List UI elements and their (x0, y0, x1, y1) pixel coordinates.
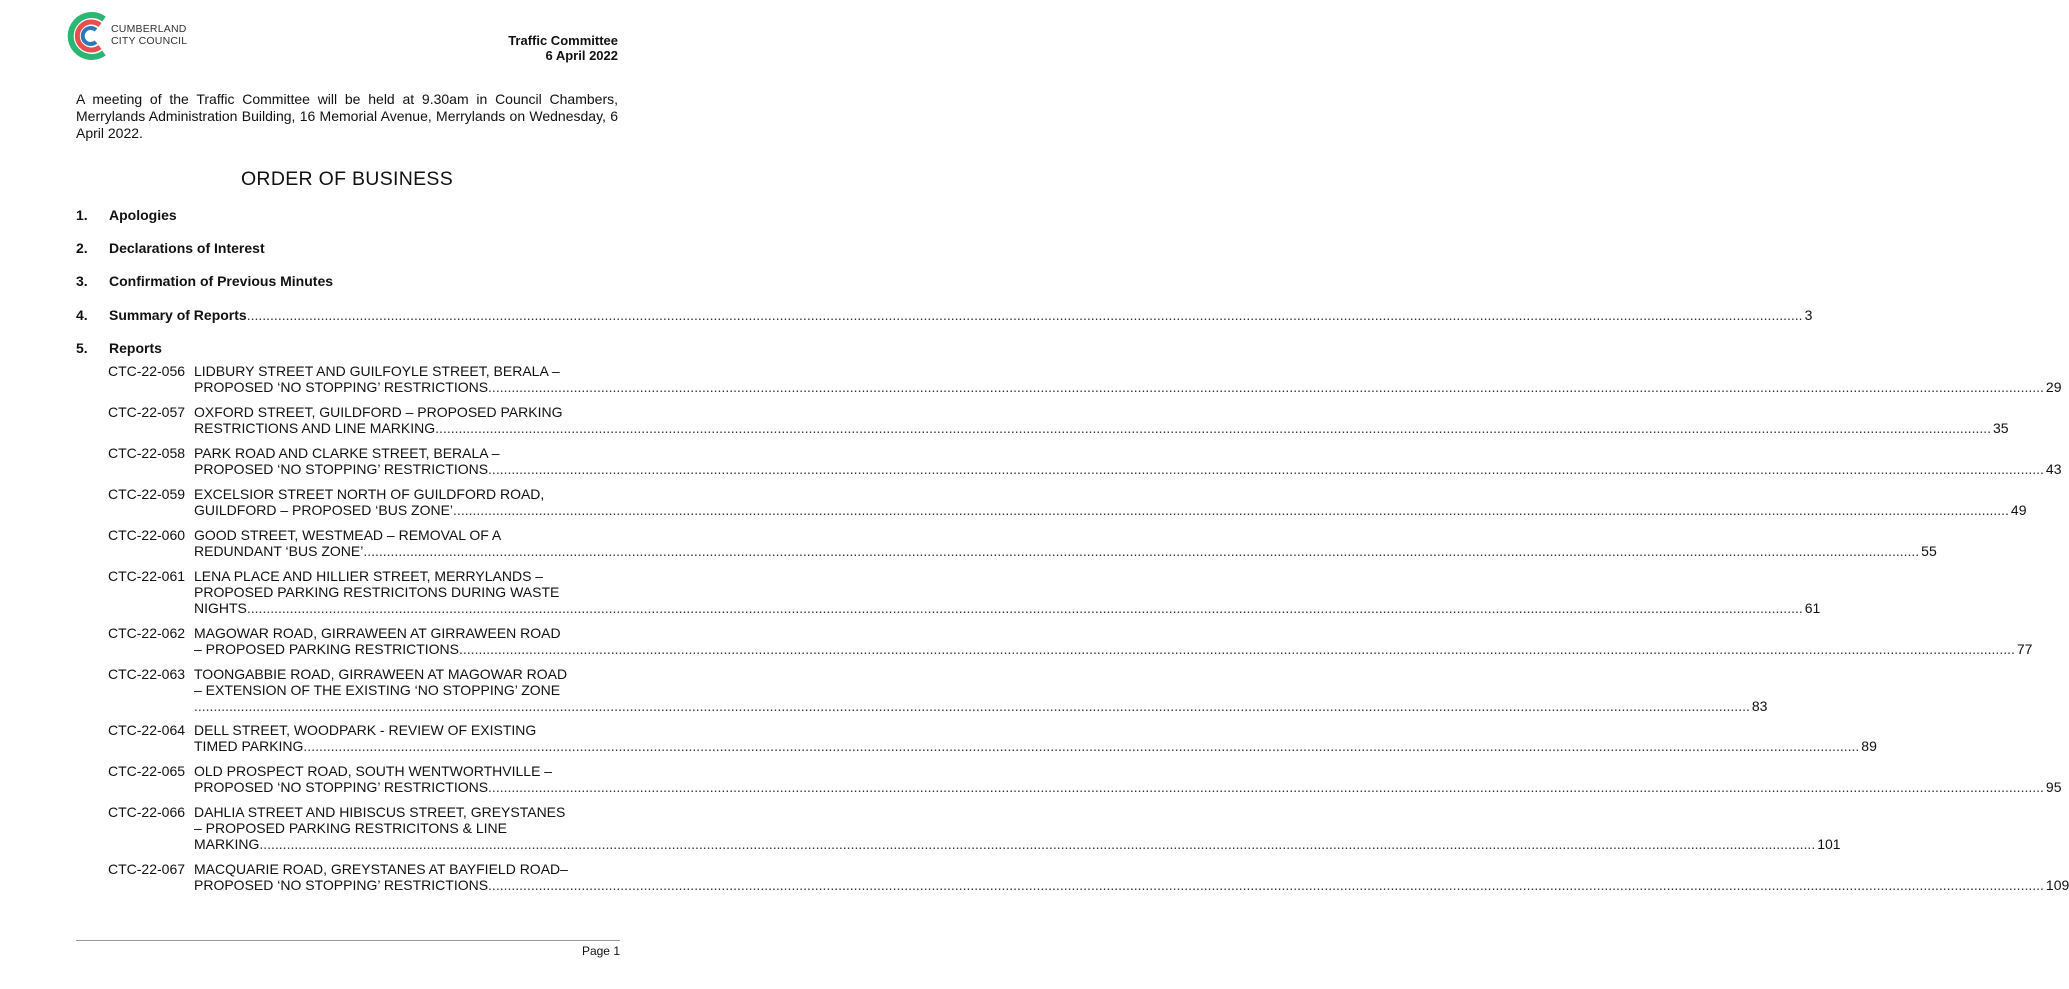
report-title-text: NIGHTS (194, 600, 247, 617)
agenda-item-number: 5. (76, 340, 88, 356)
report-title-line (194, 698, 1768, 715)
report-title-text: PROPOSED ‘NO STOPPING’ RESTRICTIONS (194, 779, 489, 796)
report-title-text: PROPOSED ‘NO STOPPING’ RESTRICTIONS (194, 461, 489, 478)
report-title-line (194, 543, 1937, 560)
page-reference: 35 (1993, 420, 2009, 437)
report-title-line (194, 600, 1821, 617)
report-code: CTC-22-066 (108, 804, 186, 820)
dot-leader: ................................................................................................................................................................................................................................................................................................................................................................................................................ (363, 543, 1920, 560)
report-code: CTC-22-058 (108, 445, 186, 461)
meeting-date: 6 April 2022 (545, 48, 618, 63)
report-title-line: DAHLIA STREET AND HIBISCUS STREET, GREYSTANES (194, 804, 566, 820)
report-code: CTC-22-060 (108, 527, 186, 543)
report-title-line: PROPOSED PARKING RESTRICITONS DURING WASTE (194, 584, 560, 601)
dot-leader: ................................................................................................................................................................................................................................................................................................................................................................................................................ (303, 738, 1860, 755)
dot-leader: ................................................................................................................................................................................................................................................................................................................................................................................................................ (194, 698, 1750, 715)
report-title-line: EXCELSIOR STREET NORTH OF GUILDFORD ROAD, (194, 486, 545, 502)
report-title-line: – PROPOSED PARKING RESTRICITONS & LINE (194, 820, 507, 837)
dot-leader: ................................................................................................................................................................................................................................................................................................................................................................................................................ (488, 379, 2044, 396)
report-title-line: LENA PLACE AND HILLIER STREET, MERRYLANDS – (194, 568, 544, 584)
report-title-text: REDUNDANT ‘BUS ZONE’ (194, 543, 364, 560)
report-title-line (194, 502, 2027, 519)
report-code: CTC-22-056 (108, 363, 186, 379)
council-logo (64, 10, 214, 66)
report-code: CTC-22-061 (108, 568, 186, 584)
page-reference: 83 (1751, 698, 1768, 715)
dot-leader: ................................................................................................................................................................................................................................................................................................................................................................................................................ (246, 307, 1803, 323)
dot-leader: ................................................................................................................................................................................................................................................................................................................................................................................................................ (488, 877, 2044, 894)
report-title-line (194, 779, 2062, 796)
report-title-line: MAGOWAR ROAD, GIRRAWEEN AT GIRRAWEEN ROAD (194, 625, 561, 641)
agenda-item-label: Reports (109, 340, 162, 356)
report-title-line: PARK ROAD AND CLARKE STREET, BERALA – (194, 445, 500, 461)
page-number: Page 1 (581, 944, 620, 958)
report-code: CTC-22-067 (108, 861, 186, 877)
report-title (194, 804, 1841, 853)
dot-leader: ................................................................................................................................................................................................................................................................................................................................................................................................................ (488, 461, 2044, 478)
report-title-line: DELL STREET, WOODPARK - REVIEW OF EXISTING (194, 722, 537, 738)
council-logo-text (111, 23, 187, 47)
agenda-item-label: Apologies (109, 207, 177, 223)
page-reference: 109 (2045, 877, 2069, 894)
dot-leader: ................................................................................................................................................................................................................................................................................................................................................................................................................ (435, 420, 1992, 437)
report-title-line: GOOD STREET, WESTMEAD – REMOVAL OF A (194, 527, 502, 543)
report-title (194, 404, 2009, 437)
report-title-text: – PROPOSED PARKING RESTRICTIONS (194, 641, 460, 658)
report-title (194, 445, 2062, 478)
page-reference: 77 (2016, 641, 2033, 658)
page-reference: 29 (2045, 379, 2062, 396)
report-code: CTC-22-057 (108, 404, 186, 420)
report-title-line (194, 836, 1841, 853)
report-title-line (194, 877, 2069, 894)
agenda-item-label: Confirmation of Previous Minutes (109, 273, 334, 289)
agenda-item-label: Declarations of Interest (109, 240, 265, 256)
report-title (194, 568, 1821, 617)
page-title: ORDER OF BUSINESS (240, 168, 454, 190)
page-reference: 89 (1861, 738, 1877, 755)
report-title-text: PROPOSED ‘NO STOPPING’ RESTRICTIONS (194, 877, 489, 894)
agenda-item-number: 1. (76, 207, 88, 223)
page-reference: 61 (1804, 600, 1821, 617)
report-title-text: MARKING (194, 836, 260, 853)
report-title-text: RESTRICTIONS AND LINE MARKING (194, 420, 436, 437)
page-reference: 43 (2045, 461, 2062, 478)
org-name-line1: CUMBERLAND (111, 23, 187, 35)
report-title (194, 666, 1768, 715)
report-title (194, 722, 1877, 755)
toc-line (109, 307, 1813, 324)
agenda-item-number: 2. (76, 240, 88, 256)
report-title-line: – EXTENSION OF THE EXISTING ‘NO STOPPING’ ZONE (194, 682, 561, 699)
agenda-item-number: 4. (76, 307, 88, 323)
agenda-item-number: 3. (76, 273, 88, 289)
page-reference: 55 (1921, 543, 1937, 560)
report-title-line (194, 738, 1877, 755)
footer-divider (76, 940, 620, 941)
report-code: CTC-22-063 (108, 666, 186, 682)
dot-leader: ................................................................................................................................................................................................................................................................................................................................................................................................................ (259, 836, 1816, 853)
dot-leader: ................................................................................................................................................................................................................................................................................................................................................................................................................ (459, 641, 2015, 658)
report-title-line (194, 461, 2062, 478)
report-title-line: LIDBURY STREET AND GUILFOYLE STREET, BERALA – (194, 363, 560, 379)
report-title (194, 763, 2062, 796)
report-title (194, 363, 2062, 396)
report-title (194, 861, 2069, 894)
report-title (194, 625, 2033, 658)
dot-leader: ................................................................................................................................................................................................................................................................................................................................................................................................................ (453, 502, 2009, 519)
report-title-line: TOONGABBIE ROAD, GIRRAWEEN AT MAGOWAR ROAD (194, 666, 568, 682)
intro-paragraph: A meeting of the Traffic Committee will be held at 9.30am in Council Chambers, Merrylands Administration Building, 16 Memorial Avenue, Merrylands on Wednesday, 6 April 2022. (76, 91, 618, 141)
page-reference: 95 (2045, 779, 2062, 796)
report-title-line: OLD PROSPECT ROAD, SOUTH WENTWORTHVILLE – (194, 763, 553, 779)
document-header (508, 33, 618, 63)
report-title-text: PROPOSED ‘NO STOPPING’ RESTRICTIONS (194, 379, 489, 396)
report-title-text: TIMED PARKING (194, 738, 304, 755)
agenda-item-label: Summary of Reports (109, 307, 247, 323)
report-code: CTC-22-062 (108, 625, 186, 641)
org-name-line2: CITY COUNCIL (111, 35, 188, 47)
dot-leader: ................................................................................................................................................................................................................................................................................................................................................................................................................ (246, 600, 1803, 617)
page-reference: 3 (1804, 307, 1813, 323)
page-reference: 49 (2010, 502, 2027, 519)
report-code: CTC-22-065 (108, 763, 186, 779)
dot-leader: ................................................................................................................................................................................................................................................................................................................................................................................................................ (488, 779, 2044, 796)
committee-name: Traffic Committee (508, 33, 618, 48)
council-logo-icon (64, 10, 110, 62)
report-title-line (194, 420, 2009, 437)
report-title-line: MACQUARIE ROAD, GREYSTANES AT BAYFIELD ROAD– (194, 861, 568, 877)
report-title-text: GUILDFORD – PROPOSED ‘BUS ZONE’ (194, 502, 454, 519)
report-title-line: OXFORD STREET, GUILDFORD – PROPOSED PARKING (194, 404, 563, 420)
report-title (194, 527, 1937, 560)
report-title-line (194, 641, 2033, 658)
report-title (194, 486, 2027, 519)
page-reference: 101 (1817, 836, 1841, 853)
report-title-line (194, 379, 2062, 396)
report-code: CTC-22-059 (108, 486, 186, 502)
report-code: CTC-22-064 (108, 722, 186, 738)
